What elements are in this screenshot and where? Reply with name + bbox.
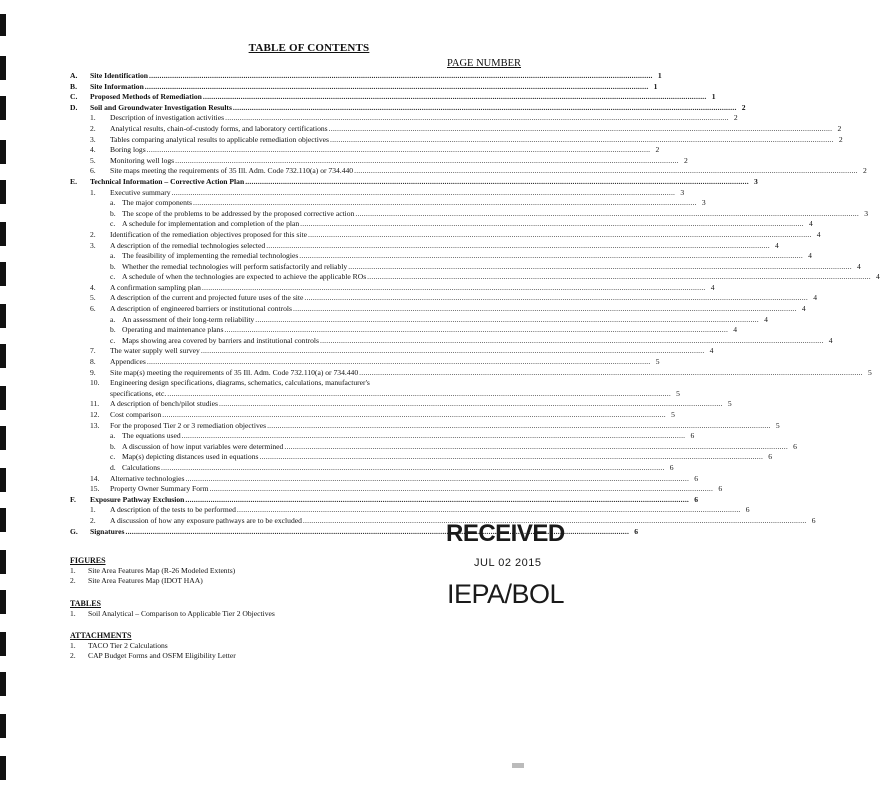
- dot-leader: [201, 346, 705, 357]
- dot-leader: [299, 251, 803, 262]
- scan-mark: [0, 632, 6, 656]
- attachments-item-text: TACO Tier 2 Calculations: [88, 641, 168, 650]
- toc-entry-text: Site maps meeting the requirements of 35 Ill. Adm. Code 732.110(a) or 734.440: [110, 166, 354, 176]
- toc-entry-label: 12.: [90, 410, 100, 419]
- toc-entry-text: Engineering design specifications, diagrams, schematics, calculations, manufacturer's: [110, 378, 370, 388]
- toc-entry: [70, 155, 688, 167]
- figures-item: [70, 576, 370, 586]
- attachments-item: [70, 641, 370, 651]
- dot-leader: [304, 293, 808, 304]
- toc-entry-text: The major components: [122, 198, 193, 208]
- toc-entry-text: A schedule for implementation and completion of the plan: [122, 219, 300, 229]
- toc-entry: [70, 515, 816, 527]
- dot-leader: [175, 156, 679, 167]
- toc-entry: [70, 71, 662, 82]
- toc-entry-label: b.: [110, 325, 116, 335]
- toc-entry: [70, 420, 780, 432]
- dot-leader: [203, 92, 707, 103]
- toc-entry-label: 1.: [90, 187, 96, 197]
- toc-entry-page: 6: [793, 441, 797, 451]
- page-number-header: PAGE NUMBER: [447, 58, 522, 69]
- toc-entry-label: 3.: [90, 240, 96, 250]
- toc-entry-label: F.: [70, 494, 76, 504]
- toc-entry-text: Identification of the remediation objectives proposed for this site: [110, 229, 307, 239]
- toc-entry-page: 6: [811, 515, 816, 525]
- toc-entry: [70, 304, 806, 315]
- toc-entry-text: A description of the remedial technologies selected: [110, 240, 266, 250]
- dot-leader: [172, 188, 676, 199]
- toc-entry: [70, 92, 716, 103]
- dot-leader: [233, 103, 737, 114]
- dot-leader: [320, 336, 824, 347]
- scan-mark: [0, 96, 6, 120]
- toc-entry: [70, 314, 768, 326]
- toc-entry-label: c.: [110, 219, 116, 229]
- toc-entry-label: A.: [70, 71, 78, 80]
- toc-entry-text: Tables comparing analytical results to applicable remediation objectives: [110, 134, 329, 144]
- toc-entry: [70, 378, 500, 389]
- dot-leader: [284, 442, 788, 453]
- dot-leader: [348, 262, 852, 273]
- toc-entry: [70, 441, 797, 453]
- toc-entry-page: 4: [828, 335, 833, 345]
- toc-entry: [70, 346, 714, 357]
- toc-entry-label: 5.: [90, 293, 96, 303]
- toc-entry: [70, 452, 773, 463]
- toc-entry-page: 5: [655, 357, 660, 367]
- dot-leader: [145, 82, 649, 93]
- toc-entry-label: a.: [110, 314, 116, 324]
- dot-leader: [259, 452, 763, 463]
- toc-entry-page: 3: [680, 187, 685, 197]
- toc-entry-label: a.: [110, 251, 116, 261]
- dot-leader: [329, 124, 833, 135]
- toc-entry: [70, 123, 842, 135]
- toc-entry: [70, 484, 723, 495]
- attachments-item-text: CAP Budget Forms and OSFM Eligibility Letter: [88, 650, 236, 660]
- toc-entry-label: E.: [70, 176, 77, 186]
- toc-entry-page: 6: [690, 431, 695, 441]
- toc-entry-text: Technical Information – Corrective Action Plan: [90, 176, 245, 186]
- toc-entry-page: 2: [733, 113, 738, 123]
- toc-entry: [70, 431, 695, 442]
- toc-entry-label: 2.: [90, 123, 96, 133]
- toc-entry-text: For the proposed Tier 2 or 3 remediation objectives: [110, 420, 267, 430]
- toc-entry: [70, 410, 675, 421]
- toc-entry-page: 4: [709, 346, 714, 356]
- toc-entry-label: c.: [110, 335, 116, 345]
- toc-entry-text: A description of bench/pilot studies: [110, 399, 218, 409]
- toc-entry-label: 13.: [90, 420, 100, 430]
- scan-mark: [0, 344, 6, 368]
- toc-entry-label: a.: [110, 431, 116, 441]
- toc-entry-text: Whether the remedial technologies will perform satisfactorily and reliably: [122, 261, 348, 271]
- dot-leader: [237, 505, 741, 516]
- scan-mark: [0, 222, 6, 246]
- dot-leader: [202, 283, 706, 294]
- dot-leader: [355, 209, 859, 220]
- toc-entry-text: A confirmation sampling plan: [110, 282, 201, 292]
- dot-leader: [255, 315, 759, 326]
- toc-entry: [70, 526, 639, 538]
- toc-entry-page: 4: [857, 261, 861, 271]
- dot-leader: [147, 357, 651, 368]
- toc-entry-page: 4: [764, 314, 768, 324]
- toc-entry: [70, 335, 833, 347]
- scan-mark: [0, 550, 6, 574]
- attachments-heading: ATTACHMENTS: [70, 631, 132, 640]
- toc-entry-text: A description of the current and projected future uses of the site: [110, 293, 304, 303]
- toc-entry-label: 2.: [90, 515, 96, 525]
- toc-entry-label: 8.: [90, 357, 96, 367]
- toc-entry-page: 4: [813, 293, 817, 303]
- toc-entry-text: The feasibility of implementing the remedial technologies: [122, 251, 299, 261]
- toc-entry: [70, 367, 872, 379]
- toc-entry-page: 6: [718, 484, 723, 494]
- toc-entry-page: 4: [808, 251, 812, 261]
- toc-entry-label: D.: [70, 102, 78, 112]
- toc-entry: [70, 208, 868, 220]
- toc-entry-text: Proposed Methods of Remediation: [90, 92, 202, 102]
- toc-entry-text: Monitoring well logs: [110, 155, 175, 165]
- toc-entry-text: The scope of the problems to be addressed by the proposed corrective action: [122, 208, 355, 218]
- toc-entry-page: 4: [816, 229, 821, 239]
- toc-entry-label: d.: [110, 462, 116, 472]
- toc-entry-page: 2: [655, 145, 660, 155]
- toc-entry-text: Appendices: [110, 357, 146, 367]
- toc-entry-label: 5.: [90, 155, 96, 165]
- toc-entry-text: A description of the tests to be performed: [110, 505, 236, 515]
- page-title: TABLE OF CONTENTS: [248, 42, 370, 54]
- attachments-item: [70, 651, 370, 661]
- toc-entry-text: The equations used: [122, 431, 181, 441]
- toc-entry-text: Signatures: [90, 526, 125, 536]
- toc-entry-page: 5: [727, 399, 732, 409]
- toc-entry: [70, 282, 715, 294]
- toc-entry-page: 2: [837, 123, 842, 133]
- scan-mark: [0, 304, 6, 328]
- tables-item-text: Soil Analytical – Comparison to Applicable Tier 2 Objectives: [88, 609, 275, 618]
- dot-leader: [293, 304, 797, 315]
- dot-leader: [210, 484, 714, 495]
- toc-entry-label: 9.: [90, 367, 96, 377]
- toc-entry: [70, 219, 813, 230]
- toc-entry: [70, 102, 746, 114]
- toc-entry-page: 4: [775, 240, 779, 250]
- dot-leader: [367, 272, 871, 283]
- figures-heading: FIGURES: [70, 556, 106, 565]
- toc-entry-page: 4: [710, 282, 715, 292]
- scan-mark: [0, 14, 6, 36]
- toc-entry: [70, 462, 674, 474]
- dot-leader: [167, 389, 671, 400]
- toc-entry-text: Analytical results, chain-of-custody forms, and laboratory certifications: [110, 123, 328, 133]
- toc-entry-label: 11.: [90, 399, 100, 409]
- dot-leader: [267, 421, 771, 432]
- dot-leader: [359, 368, 863, 379]
- toc-entry-label: 1.: [90, 505, 96, 515]
- toc-entry: [70, 494, 699, 506]
- toc-entry-label: 3.: [90, 134, 96, 144]
- toc-entry: [70, 325, 738, 336]
- toc-entry-text: The water supply well survey: [110, 346, 200, 356]
- scan-mark: [0, 756, 6, 780]
- toc-entry-text: Site map(s) meeting the requirements of 35 Ill. Adm. Code 732.110(a) or 734.440: [110, 367, 359, 377]
- dot-leader: [330, 135, 834, 146]
- toc-entry-label: B.: [70, 81, 77, 91]
- dot-leader: [182, 431, 686, 442]
- toc-entry-label: G.: [70, 526, 78, 536]
- scan-mark: [0, 56, 6, 80]
- toc-entry-page: 6: [694, 473, 699, 483]
- toc-entry: [70, 145, 660, 156]
- toc-entry-page: 6: [634, 526, 639, 536]
- toc-entry-label: 4.: [90, 282, 96, 292]
- dot-leader: [147, 145, 651, 156]
- toc-entry: [70, 113, 738, 124]
- toc-entry-text: Description of investigation activities: [110, 113, 225, 123]
- toc-entry-label: c.: [110, 452, 116, 462]
- toc-entry-page: 6: [669, 462, 674, 472]
- toc-entry: [70, 134, 843, 146]
- toc-entry: [70, 229, 821, 241]
- dot-leader: [245, 177, 749, 188]
- toc-entry-page: 6: [694, 494, 699, 504]
- attachments-item-number: 1.: [70, 641, 76, 650]
- toc-entry-page: 2: [683, 155, 688, 165]
- scan-mark: [0, 140, 6, 164]
- toc-entry-text: A discussion of how any exposure pathways are to be excluded: [110, 515, 302, 525]
- scan-mark: [0, 386, 6, 410]
- toc-entry: [70, 505, 750, 516]
- toc-entry-page: 6: [745, 505, 750, 515]
- toc-entry-text: Alternative technologies: [110, 473, 185, 483]
- received-stamp-agency: IEPA/BOL: [447, 579, 565, 609]
- received-stamp-date: JUL 02 2015: [474, 557, 542, 569]
- toc-entry-page: 6: [768, 452, 773, 462]
- toc-entry-text: Site Identification: [90, 71, 149, 80]
- toc-entry-page: 4: [876, 272, 880, 282]
- toc-entry: [70, 261, 861, 273]
- scan-mark: [0, 426, 6, 450]
- toc-entry-label: a.: [110, 198, 116, 208]
- toc-entry: [70, 240, 779, 252]
- scan-mark: [0, 714, 6, 738]
- scan-mark: [0, 180, 6, 204]
- toc-entry-text: specifications, etc.: [110, 388, 167, 398]
- toc-entry-text: Soil and Groundwater Investigation Results: [90, 102, 232, 112]
- toc-entry-page: 2: [741, 102, 746, 112]
- toc-entry-label: 10.: [90, 378, 100, 388]
- toc-entry-label: 7.: [90, 346, 96, 356]
- scan-mark: [0, 468, 6, 492]
- scan-mark: [0, 672, 6, 696]
- toc-entry: [70, 187, 685, 199]
- toc-entry-text: Map(s) depicting distances used in equations: [122, 452, 259, 462]
- figures-item: [70, 566, 370, 576]
- toc-entry: [70, 293, 817, 304]
- dot-leader: [193, 198, 697, 209]
- toc-entry-label: 2.: [90, 229, 96, 239]
- toc-entry: [70, 251, 812, 262]
- dot-leader: [300, 219, 804, 230]
- toc-entry-page: 1: [711, 92, 716, 102]
- toc-entry-text: Executive summary: [110, 187, 171, 197]
- dot-leader: [225, 113, 729, 124]
- toc-entry-page: 5: [671, 410, 675, 419]
- figures-section: [70, 555, 370, 585]
- toc-entry-label: 14.: [90, 473, 100, 483]
- toc-entry: [70, 357, 660, 368]
- toc-entry-text: Calculations: [122, 462, 160, 472]
- toc-entry-label: 6.: [90, 304, 96, 314]
- scan-mark: [0, 590, 6, 614]
- dot-leader: [308, 230, 812, 241]
- toc-entry-label: C.: [70, 92, 78, 102]
- received-stamp: RECEIVED: [446, 520, 565, 547]
- toc-entry-text: Exposure Pathway Exclusion: [90, 494, 185, 504]
- toc-entry-label: b.: [110, 208, 116, 218]
- toc-entry-label: 1.: [90, 113, 96, 123]
- dot-leader: [354, 166, 858, 177]
- toc-entry-page: 2: [862, 166, 867, 176]
- toc-entry-text: An assessment of their long-term reliability: [122, 314, 255, 324]
- toc-entry-label: 6.: [90, 166, 96, 176]
- toc-entry: [70, 399, 732, 410]
- toc-entry: [70, 388, 680, 400]
- dot-leader: [185, 474, 689, 485]
- toc-entry: [70, 166, 867, 177]
- toc-entry-page: 4: [801, 304, 806, 314]
- toc-entry-page: 2: [838, 134, 843, 144]
- toc-entry-page: 4: [808, 219, 813, 229]
- toc-entry: [70, 272, 880, 283]
- toc-entry-text: Property Owner Summary Form: [110, 484, 209, 494]
- toc-entry-text: A description of engineered barriers or institutional controls: [110, 304, 292, 314]
- toc-entry-page: 5: [867, 367, 872, 377]
- toc-entry-page: 1: [653, 81, 658, 91]
- tables-heading: TABLES: [70, 599, 101, 608]
- toc-entry-text: A schedule of when the technologies are expected to achieve the applicable ROs: [122, 272, 367, 282]
- dot-leader: [161, 463, 665, 474]
- dot-leader: [224, 325, 728, 336]
- dot-leader: [149, 71, 653, 82]
- figures-item-number: 2.: [70, 575, 76, 585]
- toc-entry: [70, 198, 706, 209]
- figures-item-number: 1.: [70, 566, 76, 575]
- toc-entry-label: b.: [110, 441, 116, 451]
- toc-entry-text: Site Information: [90, 81, 144, 91]
- toc-entry-label: 4.: [90, 145, 96, 155]
- toc-entry: [70, 473, 699, 485]
- toc-entry: [70, 176, 758, 188]
- toc-entry-text: Maps showing area covered by barriers and institutional controls: [122, 335, 319, 345]
- tables-section: [70, 598, 370, 619]
- toc-entry-text: A discussion of how input variables were determined: [122, 441, 284, 451]
- footer-mark: [512, 763, 524, 768]
- toc-entry-page: 4: [733, 325, 738, 335]
- toc-entry-page: 3: [754, 176, 758, 186]
- toc-entry-text: Boring logs: [110, 145, 146, 155]
- toc-entry-page: 5: [775, 420, 780, 430]
- scan-mark: [0, 508, 6, 532]
- attachments-item-number: 2.: [70, 650, 76, 660]
- tables-item-number: 1.: [70, 609, 76, 618]
- dot-leader: [185, 495, 689, 506]
- toc-entry-page: 3: [864, 208, 868, 218]
- toc-entry: [70, 81, 658, 93]
- attachments-section: [70, 630, 370, 660]
- toc-entry-text: Cost comparison: [110, 410, 162, 419]
- toc-entry-text: Operating and maintenance plans: [122, 325, 224, 335]
- dot-leader: [162, 410, 666, 421]
- dot-leader: [266, 241, 770, 252]
- toc-entry-page: 3: [701, 198, 706, 208]
- toc-entry-page: 1: [657, 71, 662, 80]
- tables-item: [70, 609, 370, 619]
- toc-entry-page: 5: [676, 388, 680, 398]
- scan-mark: [0, 262, 6, 286]
- toc-entry-label: c.: [110, 272, 116, 282]
- figures-item-text: Site Area Features Map (IDOT HAA): [88, 575, 203, 585]
- figures-item-text: Site Area Features Map (R-26 Modeled Extents): [88, 566, 236, 575]
- dot-leader: [219, 399, 723, 410]
- toc-entry-label: b.: [110, 261, 116, 271]
- toc-entry-label: 15.: [90, 484, 100, 494]
